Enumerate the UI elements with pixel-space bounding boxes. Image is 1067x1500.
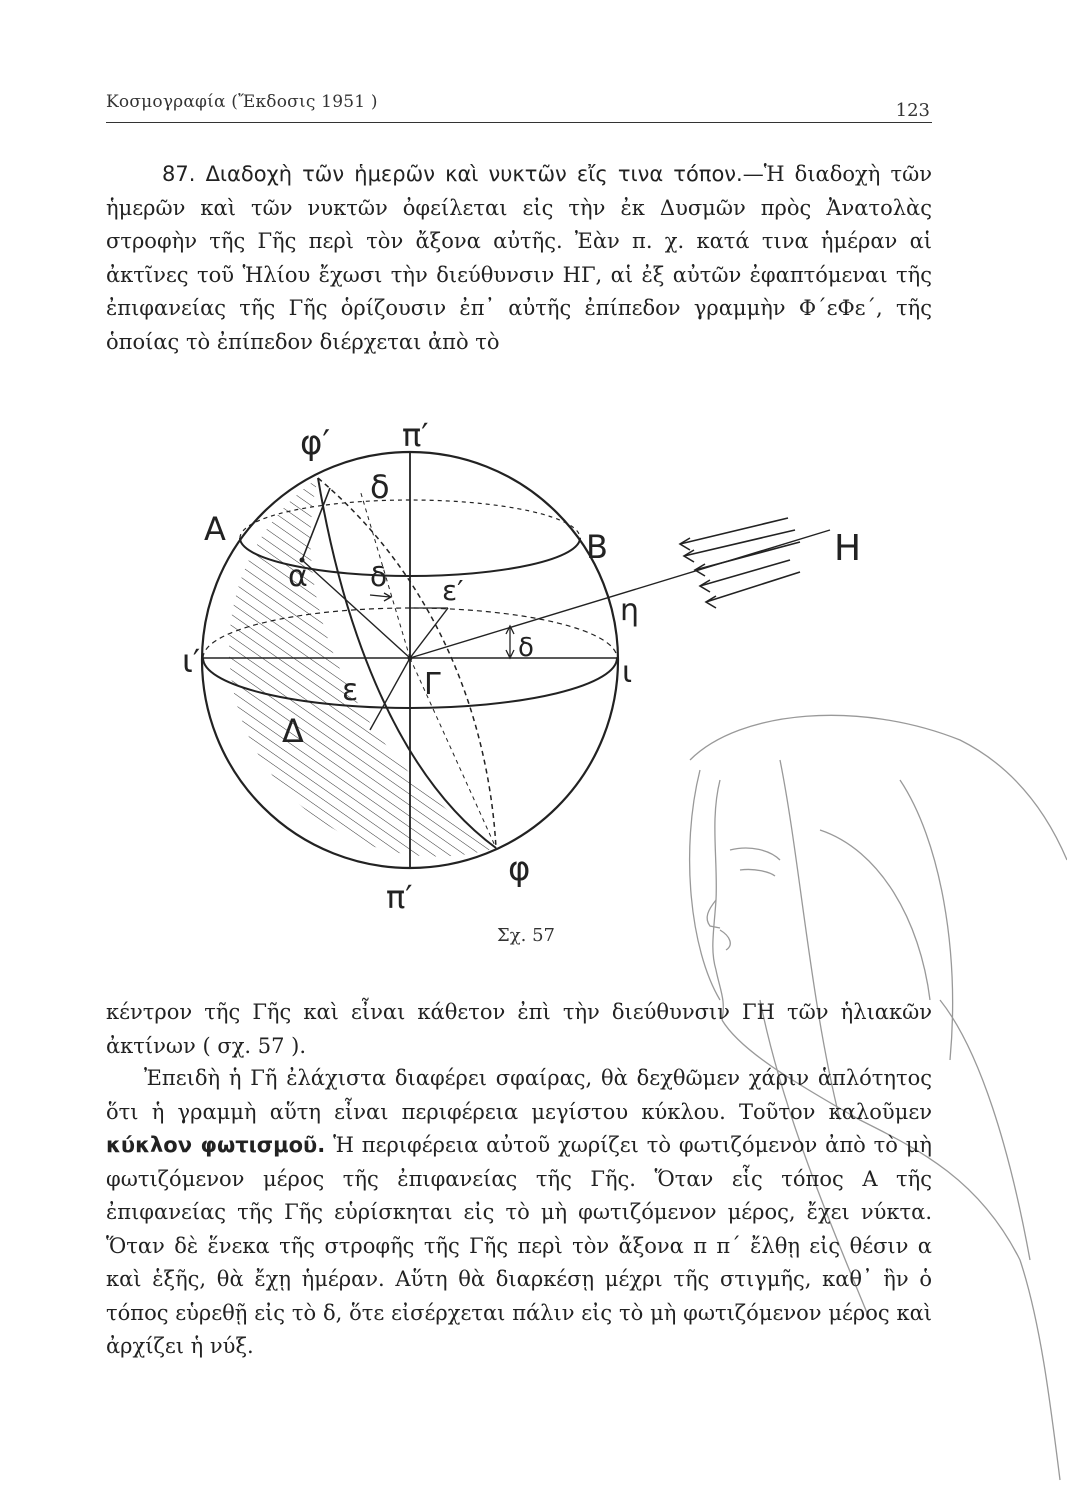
label-eta: η: [620, 593, 640, 628]
label-epsilon: ε: [342, 673, 359, 708]
term-circle-of-illumination: κύκλον φωτισμοῦ.: [106, 1133, 326, 1157]
label-gamma: Γ: [424, 667, 441, 702]
section-number: 87.: [162, 162, 196, 186]
continuation-paragraph: κέντρον τῆς Γῆς καὶ εἶναι κάθετον ἐπὶ τὴν διεύθυνσιν ΓΗ τῶν ἡλιακῶν ἀκτίνων ( σχ. 57 ).: [106, 1000, 932, 1058]
page-number: 123: [895, 100, 930, 121]
label-H: Η: [834, 528, 862, 569]
section-87-paragraph: [106, 158, 932, 359]
figure-caption: Σχ. 57: [497, 925, 555, 946]
label-alpha: α: [288, 559, 308, 594]
illumination-circle-paragraph: [106, 1062, 932, 1364]
label-epsilon-prime: ε′: [442, 574, 464, 607]
label-iota-prime: ι′: [182, 642, 201, 680]
center-to-epsilon: [370, 658, 410, 730]
label-phi: φ: [508, 849, 531, 889]
label-pi-prime-bottom: π′: [386, 878, 413, 916]
label-delta-mid: δ: [370, 560, 388, 593]
center-to-epsilon-prime: [410, 608, 448, 658]
label-delta-angle: δ: [518, 633, 534, 663]
paragraph-text-a: Ἐπειδὴ ἡ Γῆ ἐλάχιστα διαφέρει σφαίρας, θὰ δεχθῶμεν χάριν ἁπλότητος ὅτι ἡ γραμμὴ αὕτη εἶναι περιφέρεια μεγίστου κύκλου. Τοῦτον καλοῦμεν: [106, 1066, 932, 1124]
point-center: [408, 656, 413, 661]
page-header: [106, 92, 932, 123]
label-B: Β: [586, 528, 608, 566]
label-iota: ι: [622, 655, 633, 690]
label-phi-prime: φ′: [300, 423, 331, 463]
section-title: Διαδοχὴ τῶν ἡμερῶν καὶ νυκτῶν εἴς τινα τόπον.: [205, 162, 743, 186]
label-delta-top: δ: [370, 468, 390, 506]
sun-rays-arrows: [680, 518, 800, 608]
label-Delta: Δ: [282, 712, 304, 750]
section-intro-text: —Ἡ διαδοχὴ τῶν ἡμερῶν καὶ τῶν νυκτῶν ὀφείλεται εἰς τὴν ἐκ Δυσμῶν πρὸς Ἀνατολὰς στροφὴν τῆς Γῆς περὶ τὸν ἄξονα αὐτῆς. Ἐὰν π. χ. κατά τινα ἡμέραν αἱ ἀκτῖνες τοῦ Ἡλίου ἔχωσι τὴν διεύθυνσιν ΗΓ, αἱ ἐξ αὐτῶν ἐφαπτόμεναι τῆς ἐπιφανείας τῆς Γῆς ὁρίζουσιν ἐπ᾽ αὐτῆς ἐπίπεδον γραμμὴν Φ΄εΦε΄, τῆς ὁποίας τὸ ἐπίπεδον διέρχεται ἀπὸ τὸ: [106, 162, 932, 354]
paragraph-text-b: Ἡ περιφέρεια αὐτοῦ χωρίζει τὸ φωτιζόμενον ἀπὸ τὸ μὴ φωτιζόμενον μέρος τῆς ἐπιφανείας τῆς Γῆς. Ὅταν εἷς τόπος Α τῆς ἐπιφανείας τῆς Γῆς εὑρίσκηται εἰς τὸ μὴ φωτιζόμενον μέρος, ἔχει νύκτα. Ὅταν δὲ ἕνεκα τῆς στροφῆς τῆς Γῆς περὶ τὸν ἄξονα π π΄ ἔλθῃ εἰς θέσιν α καὶ ἑξῆς, θὰ ἔχῃ ἡμέραν. Αὕτη θὰ διαρκέσῃ μέχρι τῆς στιγμῆς, καθ᾽ ἣν ὁ τόπος εὑρεθῇ εἰς τὸ δ, ὅτε εἰσέρχεται πάλιν εἰς τὸ μὴ φωτιζόμενον μέρος καὶ ἀρχίζει ἡ νύξ.: [106, 1133, 932, 1358]
label-pi-prime-top: π′: [402, 416, 429, 454]
running-title: Κοσμογραφία (Ἔκδοσις 1951 ): [106, 92, 378, 112]
label-A: Α: [204, 510, 226, 548]
